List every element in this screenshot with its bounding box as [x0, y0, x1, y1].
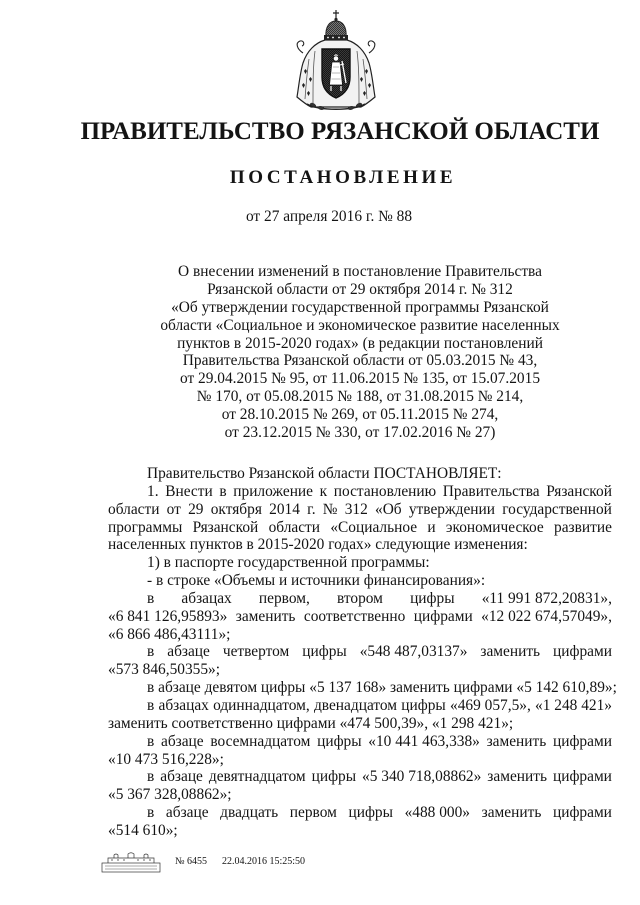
word: заменить: [480, 643, 541, 661]
document-date-number: от 27 апреля 2016 г. № 88: [245, 208, 413, 225]
stamp-logo-icon: [100, 852, 162, 874]
body-line: «10 473 516,228»;: [108, 750, 224, 768]
word: и: [427, 518, 436, 536]
word: абзаце: [165, 804, 209, 822]
word: г.: [307, 500, 316, 518]
title-line: от 23.12.2015 № 330, от 17.02.2016 № 27): [224, 424, 496, 442]
word: государственной: [502, 500, 612, 518]
word: в: [147, 768, 155, 786]
registration-timestamp: 22.04.2016 15:25:50: [222, 856, 306, 867]
word: цифрами: [552, 768, 612, 786]
body-line: населенных пунктов в 2015-2020 годах» следующие изменения:: [108, 536, 528, 554]
word: 29: [188, 500, 204, 518]
organization-name: ПРАВИТЕЛЬСТВО РЯЗАНСКОЙ ОБЛАСТИ: [80, 118, 600, 145]
word: в: [147, 643, 155, 661]
word: Рязанской: [546, 482, 612, 500]
word: «1 248 421»: [535, 696, 612, 714]
body-line: [108, 501, 612, 519]
word: «548 487,03137»: [359, 643, 468, 661]
body-line: в абзаце девятом цифры «5 137 168» заменить цифрами «5 142 610,89»;: [147, 679, 617, 697]
word: Правительства: [442, 482, 540, 500]
title-line: области «Социальное и экономическое развитие населенных: [160, 316, 560, 334]
body-line: «6 866 486,43111»;: [108, 625, 231, 643]
body-line: [108, 768, 612, 786]
word: «5 340 718,08862»: [362, 768, 482, 786]
title-line: от 29.04.2015 № 95, от 11.06.2015 № 135, от 15.07.2015: [179, 370, 541, 388]
title-line: «Об утверждении государственной программы Рязанской: [171, 298, 549, 316]
word: абзаце: [160, 768, 203, 786]
body-line: 1) в паспорте государственной программы:: [147, 554, 430, 572]
registration-number: № 6455: [175, 856, 208, 867]
word: цифры: [317, 732, 362, 750]
title-line: от 28.10.2015 № 269, от 05.11.2015 № 274,: [221, 406, 499, 424]
word: абзацах: [181, 589, 232, 607]
word: №: [322, 500, 338, 518]
word: одиннадцатом,: [213, 696, 310, 714]
body-line: «5 367 328,08862»;: [108, 786, 232, 804]
word: 2014: [269, 500, 300, 518]
title-line: № 170, от 05.08.2015 № 188, от 31.08.2015 № 214,: [196, 388, 524, 406]
word: программы: [108, 518, 183, 536]
word: Рязанской: [192, 518, 259, 536]
word: к: [319, 482, 328, 500]
body-line: [108, 733, 612, 751]
body-line: - в строке «Объемы и источники финансирования»:: [147, 572, 486, 590]
body-line: [108, 590, 612, 608]
word: «Об: [375, 500, 402, 518]
word: области: [108, 500, 160, 518]
body-line: [108, 804, 612, 822]
word: цифры: [348, 804, 393, 822]
word: абзацах: [158, 696, 209, 714]
body-line: [108, 697, 612, 715]
word: 312: [344, 500, 368, 518]
word: экономическое: [445, 518, 544, 536]
word: в: [147, 589, 155, 607]
word: заменить: [486, 732, 547, 750]
word: цифрами: [552, 804, 612, 822]
word: развитие: [554, 518, 612, 536]
word: цифрами: [553, 643, 612, 661]
body-line: заменить соответственно цифрами «474 500,39», «1 298 421»;: [108, 714, 514, 732]
word: соответственно: [303, 607, 406, 625]
word: «Социальное: [330, 518, 418, 536]
word: цифры: [302, 643, 347, 661]
word: цифрами: [413, 607, 473, 625]
word: 1.: [147, 482, 159, 500]
word: «11 991 872,20831»,: [481, 589, 612, 607]
body-line: «573 846,50355»;: [108, 661, 221, 679]
word: восемнадцатом: [210, 732, 311, 750]
word: девятнадцатом: [208, 768, 306, 786]
word: утверждении: [408, 500, 495, 518]
body-line: [108, 483, 612, 501]
word: в: [147, 696, 155, 714]
word: втором: [336, 589, 383, 607]
word: цифры: [410, 589, 455, 607]
word: четвертом: [222, 643, 290, 661]
word: заменить: [487, 768, 547, 786]
word: в: [147, 732, 155, 750]
word: октября: [210, 500, 262, 518]
body-line: Правительство Рязанской области ПОСТАНОВЛЯЕТ:: [147, 465, 502, 482]
body-line: [108, 643, 612, 661]
word: первом,: [258, 589, 310, 607]
word: цифры: [401, 696, 446, 714]
body-line: [108, 608, 612, 626]
word: цифры: [311, 768, 357, 786]
title-line: Рязанской области от 29 октября 2014 г. № 312: [207, 280, 513, 298]
word: первом: [289, 804, 337, 822]
body-line: «514 610»;: [108, 821, 178, 839]
document-title: [108, 263, 612, 442]
ryazan-coat-of-arms-icon: [289, 9, 383, 111]
word: заменить: [235, 607, 296, 625]
word: в: [147, 804, 155, 822]
word: приложение: [233, 482, 313, 500]
word: «12 022 674,57049»,: [481, 607, 612, 625]
title-line: пунктов в 2015-2020 годах» (в редакции постановлений: [177, 334, 543, 352]
title-line: Правительства Рязанской области от 05.03.2015 № 43,: [182, 352, 538, 370]
word: области: [268, 518, 321, 536]
word: абзаце: [167, 643, 210, 661]
body-line: [108, 519, 612, 537]
word: абзаце: [160, 732, 204, 750]
word: «10 441 463,338»: [368, 732, 480, 750]
word: в: [219, 482, 227, 500]
word: заменить: [481, 804, 542, 822]
title-line: О внесении изменений в постановление Правительства: [178, 263, 542, 280]
word: цифрами: [552, 732, 612, 750]
word: от: [166, 500, 181, 518]
word: «469 057,5»,: [450, 696, 531, 714]
document-type: ПОСТАНОВЛЕНИЕ: [229, 167, 457, 188]
word: «488 000»: [404, 804, 471, 822]
word: постановлению: [333, 482, 437, 500]
word: Внести: [165, 482, 213, 500]
word: двадцать: [220, 804, 279, 822]
document-body: [108, 465, 617, 840]
word: двенадцатом: [313, 696, 398, 714]
word: «6 841 126,95893»: [108, 607, 228, 625]
